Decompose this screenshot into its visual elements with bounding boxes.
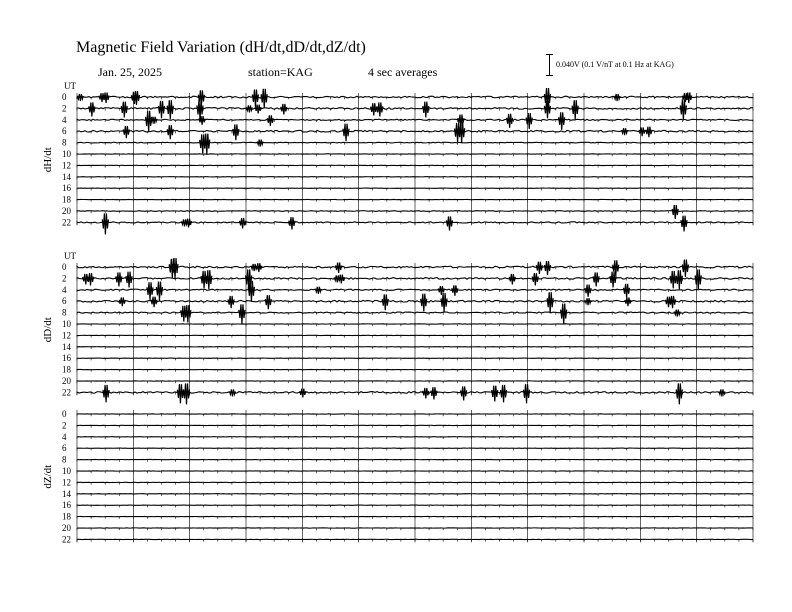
burst-spike <box>585 298 591 305</box>
hour-tick-label: 18 <box>62 511 71 522</box>
burst-spike <box>423 388 429 399</box>
burst-spike <box>431 387 437 399</box>
panel-axis-label: dH/dt <box>42 147 54 173</box>
burst-spike <box>336 263 342 274</box>
hour-tick-label: 20 <box>62 376 71 386</box>
hour-tick-label: 4 <box>62 284 67 295</box>
hour-tick-label: 12 <box>62 330 71 341</box>
burst-spike <box>670 271 676 289</box>
burst-spike <box>624 284 630 298</box>
hour-tick-label: 4 <box>62 431 67 442</box>
panel-axis-label: dD/dt <box>42 317 54 343</box>
burst-spike <box>446 216 452 230</box>
burst-spike <box>167 125 173 139</box>
burst-spike <box>682 260 688 278</box>
burst-spike <box>261 89 267 108</box>
burst-spike <box>676 270 682 289</box>
hour-tick-label: 6 <box>62 296 67 307</box>
burst-spike <box>229 389 235 396</box>
hour-tick-label: 6 <box>62 126 67 137</box>
burst-spike <box>233 124 239 140</box>
burst-spike <box>492 386 498 402</box>
burst-spike <box>147 282 153 300</box>
burst-spike <box>593 272 599 286</box>
burst-spike <box>116 272 122 286</box>
burst-spike <box>536 262 542 274</box>
panel-axis-label: dZ/dt <box>42 464 54 489</box>
hour-tick-label: 8 <box>62 307 67 318</box>
hour-tick-label: 8 <box>62 137 67 148</box>
burst-spike <box>524 384 530 403</box>
burst-spike <box>670 296 676 308</box>
burst-spike <box>257 140 263 147</box>
burst-spike <box>77 94 83 101</box>
hour-tick-label: 14 <box>62 488 71 499</box>
hour-tick-label: 16 <box>62 500 71 511</box>
burst-spike <box>151 297 157 308</box>
burst-spike <box>126 272 132 288</box>
averaging-label: 4 sec averages <box>368 65 438 79</box>
burst-spike <box>289 217 295 229</box>
hour-tick-label: 2 <box>62 273 67 284</box>
hour-tick-label: 16 <box>62 353 71 364</box>
hour-tick-label: 18 <box>62 364 71 375</box>
burst-spike <box>719 389 725 396</box>
burst-spike <box>672 205 678 219</box>
hour-tick-label: 14 <box>62 171 71 182</box>
burst-spike <box>544 88 550 109</box>
burst-spike <box>159 101 165 119</box>
burst-spike <box>676 383 682 404</box>
burst-spike <box>103 385 109 403</box>
burst-spike <box>561 304 567 325</box>
hour-tick-label: 10 <box>62 149 71 159</box>
burst-spike <box>674 310 680 317</box>
burst-spike <box>239 304 245 323</box>
burst-spike <box>315 287 321 294</box>
burst-spike <box>177 384 183 403</box>
burst-spike <box>300 389 306 398</box>
burst-spike <box>228 296 234 308</box>
burst-spike <box>680 99 686 120</box>
hour-tick-label: 10 <box>62 319 71 329</box>
burst-spike <box>377 102 383 116</box>
hour-tick-label: 12 <box>62 160 71 171</box>
burst-spike <box>343 124 349 142</box>
burst-spike <box>461 386 467 400</box>
burst-spike <box>646 127 652 138</box>
hour-tick-label: 8 <box>62 454 67 465</box>
burst-spike <box>625 297 631 306</box>
hour-tick-label: 2 <box>62 103 67 114</box>
burst-spike <box>103 93 109 104</box>
burst-spike <box>526 113 532 129</box>
hour-tick-label: 20 <box>62 523 71 533</box>
ut-label: UT <box>64 251 76 261</box>
hour-tick-label: 6 <box>62 443 67 454</box>
burst-spike <box>206 270 212 289</box>
date-label: Jan. 25, 2025 <box>98 65 162 79</box>
hour-tick-label: 0 <box>62 92 67 102</box>
hour-tick-label: 22 <box>62 387 71 398</box>
burst-spike <box>509 274 515 285</box>
burst-spike <box>102 213 108 234</box>
burst-spike <box>371 103 377 115</box>
hour-tick-label: 0 <box>62 409 67 419</box>
hour-tick-label: 16 <box>62 183 71 194</box>
page-title: Magnetic Field Variation (dH/dt,dD/dt,dZ/dt) <box>76 39 366 56</box>
burst-spike <box>622 128 628 135</box>
burst-spike <box>240 218 246 229</box>
burst-spike <box>281 104 287 115</box>
burst-spike <box>382 294 388 310</box>
hour-tick-label: 14 <box>62 341 71 352</box>
burst-spike <box>544 261 550 275</box>
burst-spike <box>167 100 173 119</box>
hour-tick-label: 4 <box>62 114 67 125</box>
burst-spike <box>88 273 94 285</box>
burst-spike <box>121 102 127 118</box>
burst-spike <box>614 94 620 101</box>
burst-spike <box>547 292 553 313</box>
burst-spike <box>89 102 95 116</box>
station-label: station=KAG <box>248 65 313 79</box>
hour-tick-label: 22 <box>62 217 71 228</box>
burst-spike <box>452 285 458 296</box>
hour-tick-label: 18 <box>62 194 71 205</box>
burst-spike <box>265 295 271 309</box>
hour-tick-label: 10 <box>62 466 71 476</box>
burst-spike <box>441 293 447 312</box>
burst-spike <box>256 263 262 272</box>
hour-tick-label: 20 <box>62 206 71 216</box>
burst-spike <box>184 383 190 404</box>
scale-label: 0.040V (0.1 V/nT at 0.1 Hz at KAG) <box>556 60 674 69</box>
burst-spike <box>156 282 162 301</box>
burst-spike <box>421 294 427 312</box>
burst-spike <box>423 102 429 118</box>
burst-spike <box>559 112 565 130</box>
burst-spike <box>532 273 538 285</box>
hour-tick-label: 2 <box>62 420 67 431</box>
burst-spike <box>252 90 258 108</box>
burst-spike <box>501 385 507 403</box>
burst-spike <box>681 216 687 232</box>
burst-spike <box>123 126 129 138</box>
burst-spike <box>204 134 210 155</box>
burst-spike <box>246 105 252 112</box>
burst-spike <box>267 115 273 126</box>
ut-label: UT <box>64 81 76 91</box>
hour-tick-label: 22 <box>62 534 71 545</box>
hour-tick-label: 0 <box>62 262 67 272</box>
burst-spike <box>695 269 701 290</box>
burst-spike <box>119 297 125 306</box>
hour-tick-label: 12 <box>62 477 71 488</box>
burst-spike <box>585 285 591 297</box>
burst-spike <box>146 111 152 132</box>
burst-spike <box>572 100 578 119</box>
burst-spike <box>507 114 513 128</box>
